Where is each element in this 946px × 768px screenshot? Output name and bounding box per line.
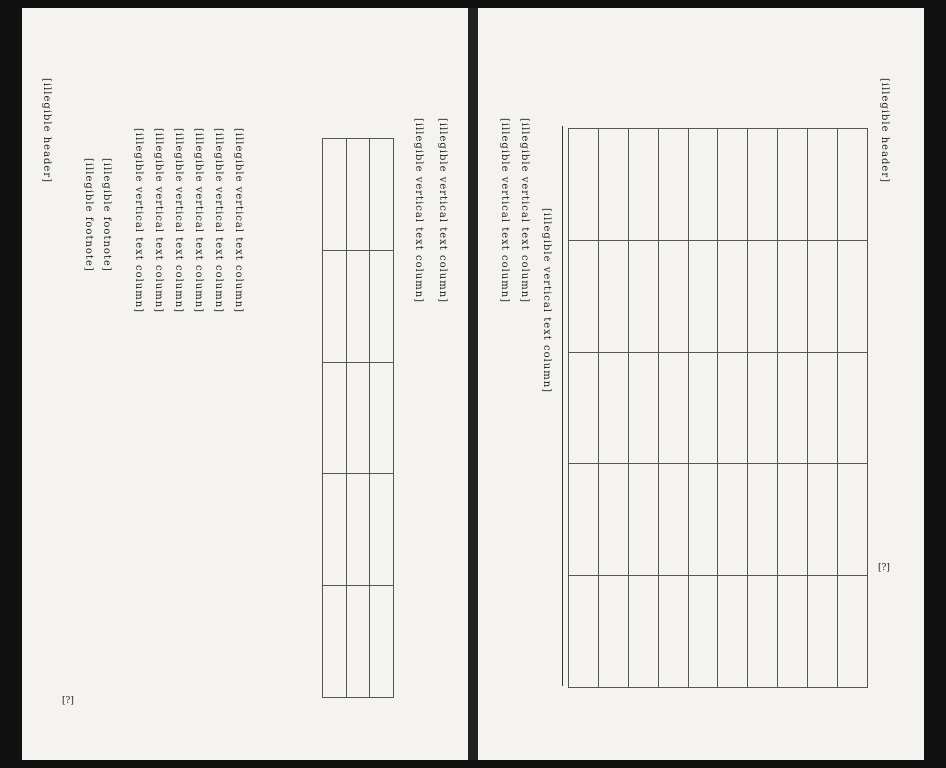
body-column: [illegible vertical text column] (233, 128, 244, 314)
right-page-number: [?] (878, 563, 890, 573)
data-table (322, 138, 394, 698)
body-column: [illegible vertical text column] (213, 128, 224, 314)
body-column: [illegible vertical text column] (519, 118, 530, 304)
body-column: [illegible vertical text column] (437, 118, 448, 304)
footnote: [illegible footnote] (101, 158, 112, 272)
left-header: [illegible header] (41, 78, 52, 184)
table-rule (562, 126, 563, 686)
left-page-number: [?] (62, 696, 74, 706)
footnote: [illegible footnote] (83, 158, 94, 272)
book-gutter (468, 8, 478, 760)
right-page (478, 8, 924, 760)
body-column: [illegible vertical text column] (133, 128, 144, 314)
body-column: [illegible vertical text column] (153, 128, 164, 314)
body-column: [illegible vertical text column] (541, 208, 552, 394)
body-column: [illegible vertical text column] (173, 128, 184, 314)
body-column: [illegible vertical text column] (499, 118, 510, 304)
body-column: [illegible vertical text column] (413, 118, 424, 304)
left-page (22, 8, 468, 760)
right-header: [illegible header] (879, 78, 890, 184)
data-table (568, 128, 868, 688)
body-column: [illegible vertical text column] (193, 128, 204, 314)
